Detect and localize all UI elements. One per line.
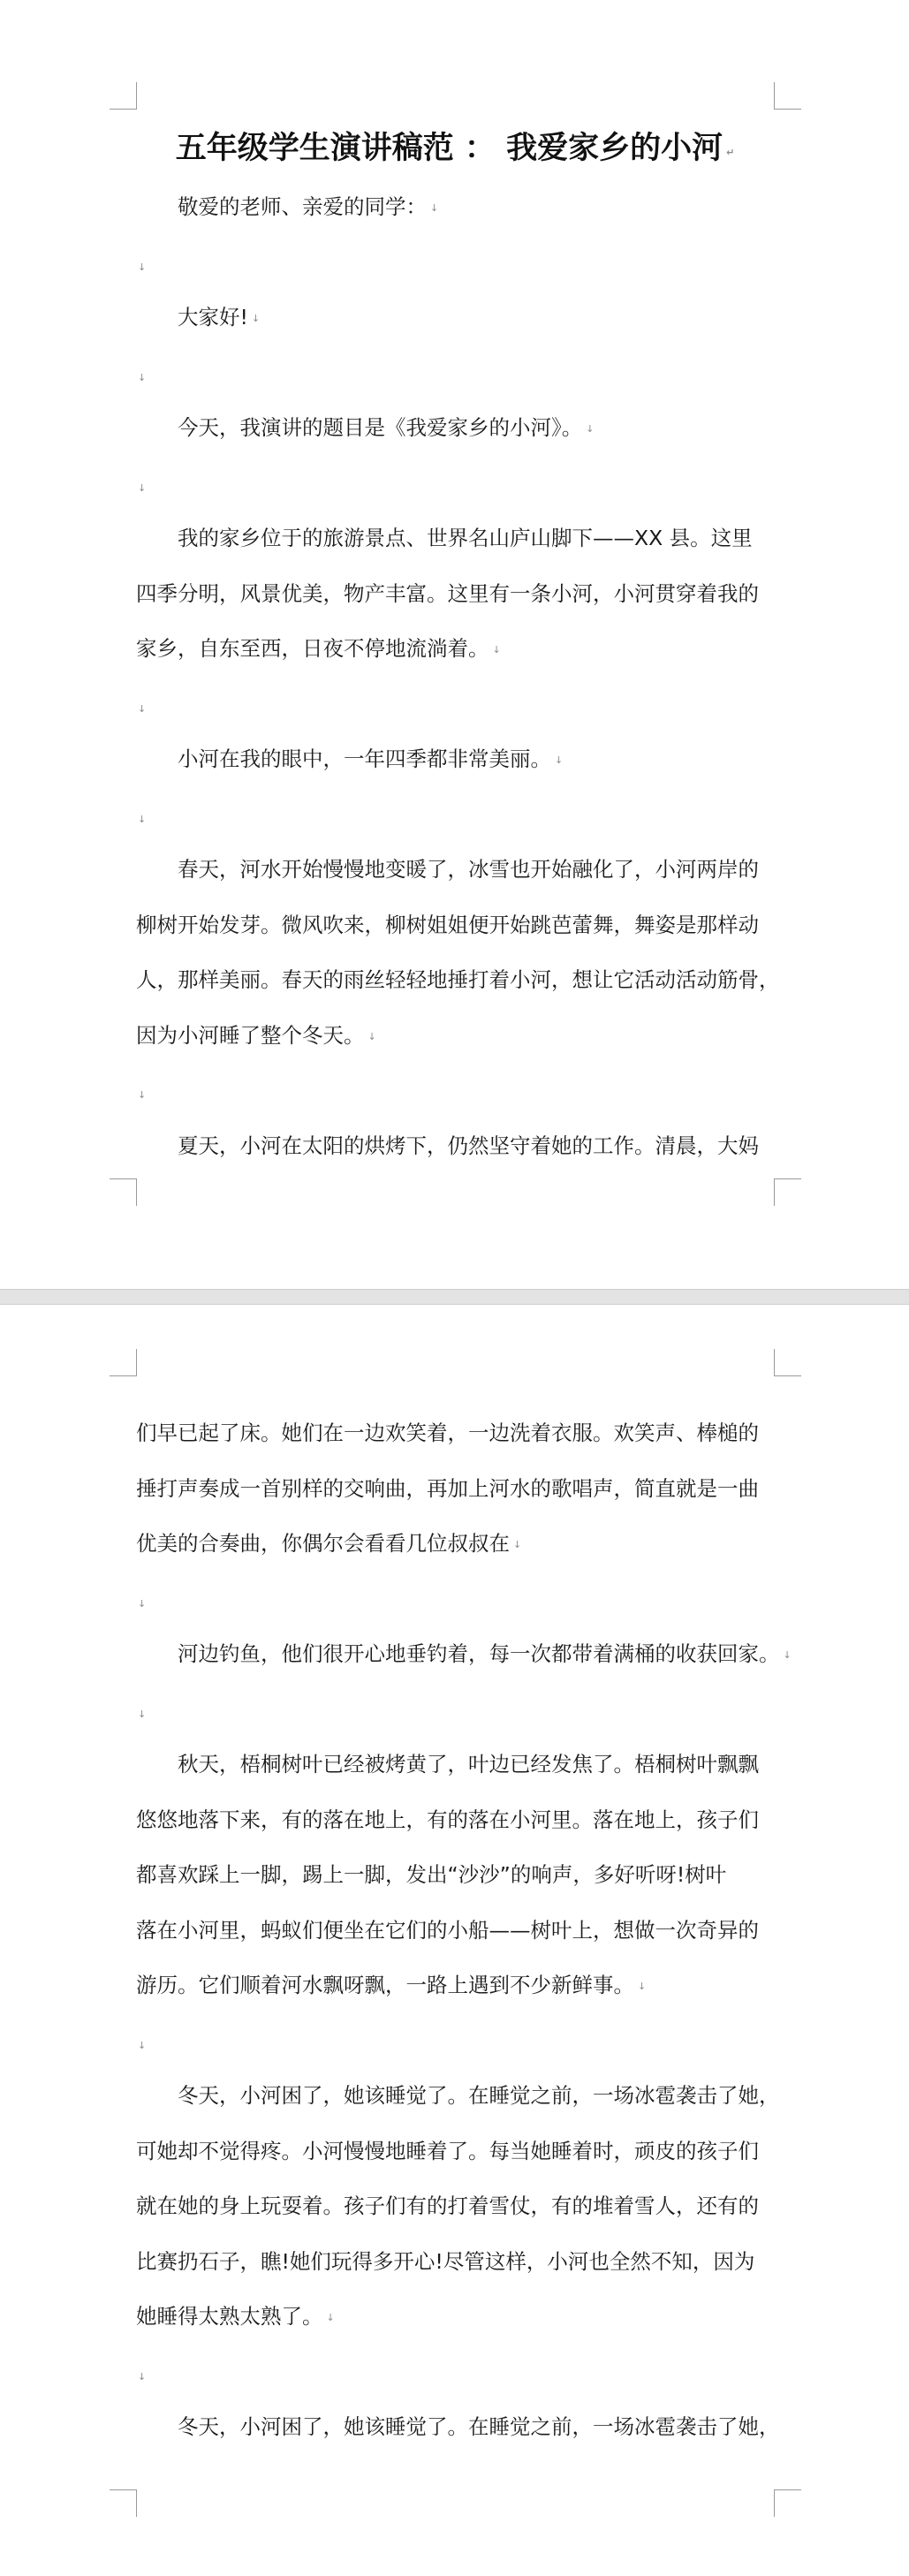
text-line (136, 2178, 774, 2234)
empty-line (136, 2345, 774, 2400)
empty-line (136, 2013, 774, 2069)
paragraph-mark-icon: ↓ (783, 1649, 792, 1661)
text-line (136, 179, 774, 235)
text-line (136, 1792, 774, 1848)
crop-mark-top-left (110, 82, 137, 110)
crop-mark-bottom-right (774, 2489, 801, 2517)
line-text: 敬爱的老师、亲爱的同学： (178, 194, 427, 219)
paragraph-mark-icon: ↓ (138, 261, 147, 273)
line-text: 都喜欢踩上一脚，踢上一脚，发出“沙沙”的响声，多好听呀!树叶 (136, 1862, 727, 1887)
text-line (136, 898, 774, 953)
text-line (136, 621, 774, 677)
empty-line (136, 345, 774, 401)
empty-line (136, 1063, 774, 1118)
empty-line (136, 456, 774, 511)
crop-mark-bottom-left (110, 1178, 137, 1206)
line-text: 大家好! (178, 305, 248, 330)
page-2-lines (136, 1405, 792, 2455)
crop-mark-top-right (774, 1349, 801, 1376)
page-1-lines (136, 179, 780, 1173)
paragraph-mark-icon: ↓ (138, 1089, 147, 1101)
paragraph-mark-icon: ↵ (726, 147, 735, 158)
line-text: 优美的合奏曲，你偶尔会看看几位叔叔在 (136, 1531, 510, 1556)
line-text: 们早已起了床。她们在一边欢笑着，一边洗着衣服。欢笑声、棒槌的 (136, 1421, 759, 1445)
line-text: 落在小河里，蚂蚁们便坐在它们的小船——树叶上，想做一次奇异的 (136, 1917, 759, 1943)
page-1-text[interactable] (136, 122, 780, 1173)
line-text: 因为小河睡了整个冬天。 (136, 1022, 365, 1048)
text-line (136, 842, 774, 898)
text-line (136, 952, 780, 1008)
text-line (136, 2068, 780, 2124)
line-text: 游历。它们顺着河水飘呀飘，一路上遇到不少新鲜事。 (136, 1973, 634, 1997)
line-text: 夏天，小河在太阳的烘烤下，仍然坚守着她的工作。清晨，大妈 (178, 1133, 759, 1158)
line-text: 河边钓鱼，他们很开心地垂钓着，每一次都带着满桶的收获回家。 (178, 1641, 780, 1666)
crop-mark-top-right (774, 82, 801, 110)
paragraph-mark-icon: ↓ (251, 313, 261, 324)
text-line (136, 290, 774, 345)
text-line (136, 2289, 774, 2345)
crop-mark-bottom-right (774, 1178, 801, 1206)
crop-mark-top-left (110, 1349, 137, 1376)
text-line (136, 1958, 774, 2013)
text-line (136, 1516, 774, 1572)
line-text: 小河在我的眼中，一年四季都非常美丽。 (178, 746, 551, 771)
text-line (136, 566, 774, 622)
line-text: 今天，我演讲的题目是《我爱家乡的小河》。 (178, 415, 583, 440)
empty-line (136, 1682, 774, 1738)
page-2-text[interactable] (136, 1405, 792, 2455)
text-line (136, 1737, 774, 1792)
paragraph-mark-icon: ↓ (138, 1597, 147, 1610)
text-line (136, 1118, 774, 1174)
line-text: 家乡，自东至西，日夜不停地流淌着。 (136, 636, 489, 661)
paragraph-mark-icon: ↓ (138, 371, 147, 383)
paragraph-mark-icon: ↓ (367, 1030, 376, 1042)
document-title: 五年级学生演讲稿范 ： 我爱家乡的小河 ↵ (136, 122, 774, 179)
paragraph-mark-icon: ↓ (555, 754, 564, 766)
line-text: 冬天，小河困了，她该睡觉了。在睡觉之前，一场冰雹袭击了她， (178, 2414, 780, 2439)
paragraph-mark-icon: ↓ (138, 481, 147, 494)
line-text: 比赛扔石子，瞧!她们玩得多开心!尽管这样，小河也全然不知，因为 (136, 2248, 755, 2274)
text-line (136, 1461, 774, 1517)
text-line (136, 1405, 774, 1461)
paragraph-mark-icon: ↓ (638, 1981, 647, 1992)
empty-line (136, 677, 774, 732)
text-line (136, 2399, 780, 2455)
line-text: 捶打声奏成一首别样的交响曲，再加上河水的歌唱声，简直就是一曲 (136, 1475, 759, 1501)
line-text: 她睡得太熟太熟了。 (136, 2304, 323, 2329)
paragraph-mark-icon: ↓ (138, 2039, 147, 2051)
paragraph-mark-icon: ↓ (326, 2312, 335, 2323)
text-line (136, 1008, 774, 1064)
paragraph-mark-icon: ↓ (492, 644, 501, 655)
empty-line (136, 235, 774, 291)
text-line (136, 511, 774, 566)
line-text: 我的家乡位于的旅游景点、世界名山庐山脚下——XX 县。这里 (178, 526, 753, 550)
line-text: 可她却不觉得疼。小河慢慢地睡着了。每当她睡着时，顽皮的孩子们 (136, 2138, 759, 2163)
text-line (136, 1626, 792, 1682)
line-text: 悠悠地落下来，有的落在地上，有的落在小河里。落在地上，孩子们 (136, 1807, 759, 1832)
line-text: 春天，河水开始慢慢地变暖了，冰雪也开始融化了，小河两岸的 (178, 857, 759, 882)
text-line (136, 400, 774, 456)
text-line (136, 1903, 774, 1959)
text-line (136, 2234, 774, 2290)
paragraph-mark-icon: ↓ (430, 202, 439, 214)
page-separator (0, 1289, 909, 1305)
line-text: 人，那样美丽。春天的雨丝轻轻地捶打着小河，想让它活动活动筋骨， (136, 967, 780, 992)
paragraph-mark-icon: ↓ (513, 1539, 522, 1550)
crop-mark-bottom-left (110, 2489, 137, 2517)
paragraph-mark-icon: ↓ (138, 1708, 147, 1720)
line-text: 秋天，梧桐树叶已经被烤黄了，叶边已经发焦了。梧桐树叶飘飘 (178, 1752, 759, 1777)
paragraph-mark-icon: ↓ (138, 2370, 147, 2383)
text-line (136, 2124, 774, 2179)
paragraph-mark-icon: ↓ (138, 813, 147, 825)
line-text: 四季分明，风景优美，物产丰富。这里有一条小河，小河贯穿着我的 (136, 580, 759, 606)
paragraph-mark-icon: ↓ (138, 702, 147, 715)
empty-line (136, 1572, 774, 1627)
line-text: 就在她的身上玩耍着。孩子们有的打着雪仗，有的堆着雪人，还有的 (136, 2193, 759, 2218)
line-text: 冬天，小河困了，她该睡觉了。在睡觉之前，一场冰雹袭击了她， (178, 2083, 780, 2108)
text-line (136, 731, 774, 787)
line-text: 柳树开始发芽。微风吹来，柳树姐姐便开始跳芭蕾舞，舞姿是那样动 (136, 912, 759, 937)
empty-line (136, 787, 774, 843)
paragraph-mark-icon: ↓ (586, 423, 595, 435)
text-line (136, 1847, 774, 1903)
